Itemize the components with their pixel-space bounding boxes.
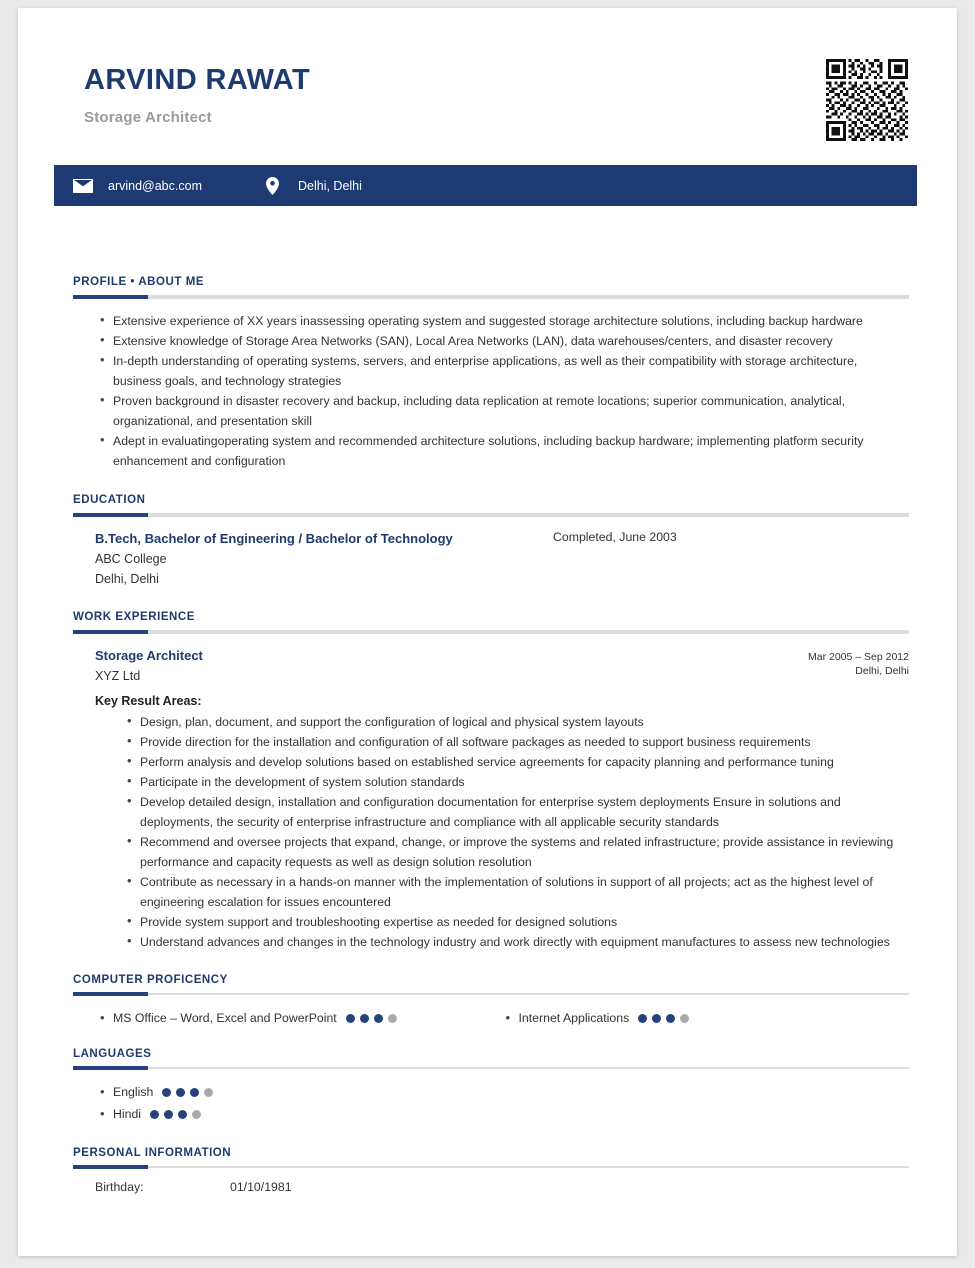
language-label: • English bbox=[113, 1085, 154, 1099]
list-item: • Develop detailed design, installation and configuration documentation for enterprise system deployments Ensure in solutions and deployments, the security of enterprise infrastructure and compliance with all applicable security standards bbox=[125, 792, 909, 832]
rating-dot-filled bbox=[346, 1014, 355, 1023]
list-item: • Perform analysis and develop solutions based on established service agreements for capacity planning and performance tuning bbox=[125, 752, 909, 772]
skill-rating-dots bbox=[346, 1014, 402, 1023]
skill-item bbox=[504, 1007, 910, 1029]
rating-dot-empty bbox=[204, 1088, 213, 1097]
rating-dot-empty bbox=[680, 1014, 689, 1023]
contact-email-text: arvind@abc.com bbox=[108, 178, 202, 193]
personal-info-label: Birthday: bbox=[95, 1180, 144, 1194]
rating-dot-filled bbox=[190, 1088, 199, 1097]
section-title-profile: PROFILE • ABOUT ME bbox=[73, 276, 205, 288]
contact-email[interactable] bbox=[70, 176, 202, 196]
language-rating-dots bbox=[150, 1110, 206, 1119]
list-item: • Proven background in disaster recovery and backup, including data replication at remote locations; superior communication, analytical, organizational, and presentation skill bbox=[98, 391, 909, 431]
section-divider bbox=[73, 513, 909, 517]
section-title-languages: LANGUAGES bbox=[73, 1048, 152, 1060]
language-item bbox=[98, 1081, 909, 1103]
language-list bbox=[73, 1081, 909, 1125]
personal-info-row bbox=[73, 1180, 909, 1194]
work-bullet-list bbox=[73, 712, 909, 952]
work-entry-left bbox=[95, 646, 203, 686]
education-school: ABC College bbox=[95, 552, 167, 566]
education-location: Delhi, Delhi bbox=[95, 572, 159, 586]
section-title-computer: COMPUTER PROFICENCY bbox=[73, 974, 228, 986]
rating-dot-filled bbox=[164, 1110, 173, 1119]
list-item: • Adept in evaluatingoperating system and recommended architecture solutions, including backup hardware; implementing platform security enhancement and configuration bbox=[98, 431, 909, 471]
education-status: Completed, June 2003 bbox=[553, 530, 677, 544]
list-item: • Participate in the development of system solution standards bbox=[125, 772, 909, 792]
section-education bbox=[18, 494, 957, 589]
section-divider bbox=[73, 1067, 909, 1069]
work-entry-meta bbox=[808, 646, 909, 686]
envelope-icon bbox=[70, 176, 96, 196]
rating-dot-filled bbox=[666, 1014, 675, 1023]
key-result-areas-label: Key Result Areas: bbox=[95, 694, 202, 708]
resume-sheet bbox=[18, 8, 957, 1256]
list-item: • Provide direction for the installation and configuration of all software packages as needed to support business requirements bbox=[125, 732, 909, 752]
list-item: • Extensive knowledge of Storage Area Networks (SAN), Local Area Networks (LAN), data warehouses/centers, and disaster recovery bbox=[98, 331, 909, 351]
personal-info-value: 01/10/1981 bbox=[230, 1180, 292, 1194]
rating-dot-filled bbox=[360, 1014, 369, 1023]
list-item: • Extensive experience of XX years inassessing operating system and suggested storage architecture solutions, including backup hardware bbox=[98, 311, 909, 331]
rating-dot-filled bbox=[374, 1014, 383, 1023]
section-divider bbox=[73, 993, 909, 995]
rating-dot-filled bbox=[178, 1110, 187, 1119]
skill-grid bbox=[73, 1007, 909, 1029]
education-degree: B.Tech, Bachelor of Engineering / Bachelor of Technology bbox=[95, 531, 453, 546]
section-divider bbox=[73, 295, 909, 299]
work-location: Delhi, Delhi bbox=[855, 665, 909, 677]
location-pin-icon bbox=[260, 176, 286, 196]
contact-location-text: Delhi, Delhi bbox=[297, 178, 362, 193]
page-title: ARVIND RAWAT bbox=[84, 64, 311, 96]
language-label: • Hindi bbox=[113, 1107, 142, 1121]
contact-bar bbox=[54, 165, 917, 206]
education-details bbox=[73, 529, 553, 589]
list-item: • In-depth understanding of operating systems, servers, and enterprise applications, as well as their compatibility with storage architecture, business goals, and technology strategies bbox=[98, 351, 909, 391]
language-item bbox=[98, 1103, 909, 1125]
skill-label: • MS Office – Word, Excel and PowerPoint bbox=[113, 1011, 337, 1025]
section-divider bbox=[73, 630, 909, 634]
section-title-personal: PERSONAL INFORMATION bbox=[73, 1147, 232, 1159]
qr-code-icon bbox=[826, 59, 908, 141]
rating-dot-filled bbox=[162, 1088, 171, 1097]
rating-dot-filled bbox=[176, 1088, 185, 1097]
section-languages bbox=[18, 1048, 957, 1125]
resume-header bbox=[18, 8, 957, 158]
rating-dot-filled bbox=[150, 1110, 159, 1119]
list-item: • Recommend and oversee projects that expand, change, or improve the systems and related infrastructure; provide assistance in reviewing performance and capacity requests as well as design solution resolution bbox=[125, 832, 909, 872]
work-entry-header bbox=[73, 646, 909, 686]
work-dates: Mar 2005 – Sep 2012 bbox=[808, 651, 909, 663]
header-job-title: Storage Architect bbox=[84, 109, 212, 126]
skill-label: • Internet Applications bbox=[518, 1011, 630, 1025]
section-personal-information bbox=[18, 1147, 957, 1194]
skill-rating-dots bbox=[638, 1014, 694, 1023]
skill-column-left bbox=[98, 1007, 504, 1029]
contact-location[interactable] bbox=[260, 176, 362, 196]
list-item: • Design, plan, document, and support the configuration of logical and physical system layouts bbox=[125, 712, 909, 732]
resume-body bbox=[18, 206, 957, 1194]
list-item: • Contribute as necessary in a hands-on manner with the implementation of solutions in support of all projects; act as the highest level of engineering escalation for issues encountered bbox=[125, 872, 909, 912]
section-profile bbox=[18, 276, 957, 471]
rating-dot-filled bbox=[652, 1014, 661, 1023]
work-role: Storage Architect bbox=[95, 648, 203, 663]
list-item: • Understand advances and changes in the technology industry and work directly with equipment manufactures to assess new technologies bbox=[125, 932, 909, 952]
rating-dot-empty bbox=[192, 1110, 201, 1119]
education-entry bbox=[73, 529, 909, 589]
language-rating-dots bbox=[162, 1088, 218, 1097]
rating-dot-empty bbox=[388, 1014, 397, 1023]
profile-bullet-list bbox=[73, 311, 909, 471]
section-computer-proficiency bbox=[18, 974, 957, 1029]
rating-dot-filled bbox=[638, 1014, 647, 1023]
section-title-education: EDUCATION bbox=[73, 494, 146, 506]
section-work-experience bbox=[18, 611, 957, 952]
skill-column-right bbox=[504, 1007, 910, 1029]
section-title-work: WORK EXPERIENCE bbox=[73, 611, 195, 623]
section-divider bbox=[73, 1166, 909, 1168]
list-item: • Provide system support and troubleshooting expertise as needed for designed solutions bbox=[125, 912, 909, 932]
skill-item bbox=[98, 1007, 504, 1029]
work-company: XYZ Ltd bbox=[95, 669, 141, 683]
